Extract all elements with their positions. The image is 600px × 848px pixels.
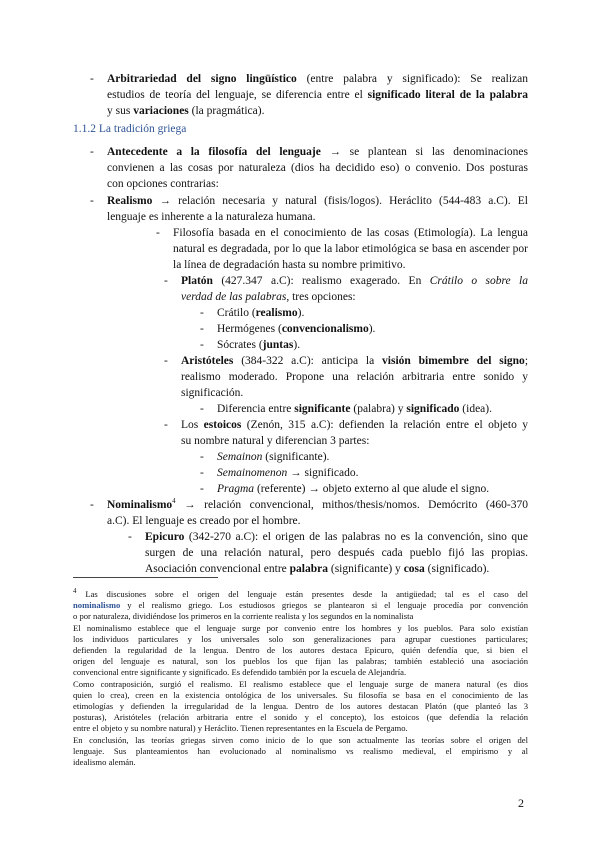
- platon-option-socrates: Sócrates (juntas).: [217, 339, 301, 351]
- footnote-p4-line: En conclusión, las teorías griegas sirven como inicio de lo que son actualmente las teorías sobre el origen del: [73, 734, 528, 745]
- filosofia-line2: natural es degradada, por lo que la labor etimológica se basa en ascender por: [173, 243, 528, 255]
- list-dash: -: [200, 451, 204, 463]
- estoicos-line1: Los estoicos (Zenón, 315 a.C): defienden la relación entre el objeto y: [181, 419, 528, 431]
- footnote-p3-line: entre el objeto y su nombre natural) y Heráclito. Tienen representantes en la Escuela de Pergamo.: [73, 723, 408, 734]
- estoicos-part-semainomenon: Semainomenon → significado.: [217, 467, 359, 479]
- list-dash: -: [200, 307, 204, 319]
- footnote-p3-line: Como contraposición, surgió el realismo. El realismo establece que el lenguaje surge de manera natural (es dios: [73, 678, 528, 689]
- footnote-p2-line: los individuos particulares y los universales solo son generalizaciones para agrupar cuestiones particulares;: [73, 633, 528, 644]
- platon-line2: verdad de las palabras, tres opciones:: [181, 291, 356, 303]
- footnote-p3-line: posturas), Aristóteles (relación arbitraria entre el sonido y el concepto), los estoicos (que defendía la relación: [73, 712, 528, 723]
- arbitrariedad-line2: estudios de teoría del lenguaje, se diferencia entre el significado literal de la palabra: [107, 89, 528, 101]
- aristoteles-sub: Diferencia entre significante (palabra) y significado (idea).: [217, 403, 492, 415]
- footnote-p2-line: origen del lenguaje es natural, son los pueblos los que fijan las palabras; también estableció una asociación: [73, 656, 528, 667]
- list-dash: -: [200, 323, 204, 335]
- epicuro-line2: surgen de una relación natural, pero después cada pueblo fijó las propias.: [145, 547, 528, 559]
- estoicos-part-semainon: Semainon (significante).: [217, 451, 330, 463]
- page-number: 2: [518, 796, 524, 810]
- list-dash: -: [164, 355, 168, 367]
- filosofia-line1: Filosofía basada en el conocimiento de las cosas (Etimología). La lengua: [173, 227, 528, 239]
- antecedente-line2: convienen a las cosas por naturaleza (dios ha decidido eso) o convenio. Dos posturas: [107, 162, 528, 174]
- antecedente-line3: con opciones contrarias:: [107, 178, 219, 190]
- list-dash: -: [128, 531, 132, 543]
- arbitrariedad-line1: Arbitrariedad del signo lingüístico (entre palabra y significado): Se realizan: [107, 73, 528, 85]
- epicuro-line1: Epicuro (342-270 a.C): el origen de las palabras no es la convención, sino que: [145, 531, 528, 543]
- footnote-p4-line: lenguaje. Sus planteamientos han evolucionado al nominalismo vs realismo medieval, el empirismo y al: [73, 745, 528, 756]
- footnote-p4-line: idealismo alemán.: [73, 757, 136, 768]
- footnote-p1-line1: $^4$ Las discusiones sobre el origen del lenguaje están presentes desde la antigüedad; tal es el caso del: [73, 587, 529, 599]
- list-dash: -: [200, 483, 204, 495]
- footnote-p2-line: defienden la regularidad de la lengua. Dentro de los autores destaca Epicuro, quién defendía que, si bien el: [73, 645, 528, 656]
- nominalismo-line2: a.C). El lenguaje es creado por el hombre.: [107, 515, 301, 527]
- list-dash: -: [164, 275, 168, 287]
- realismo-line2: lenguaje es inherente a la naturaleza humana.: [107, 211, 316, 223]
- footnote-ref[interactable]: 4: [172, 497, 176, 506]
- list-dash: -: [200, 339, 204, 351]
- footnote-p3-line: etimologías y defienden la irregularidad de la lengua. Dentro de los autores destacan Platón (que planteó las 3: [73, 701, 528, 712]
- nominalismo-link[interactable]: nominalismo: [73, 600, 121, 611]
- list-dash: -: [200, 467, 204, 479]
- list-dash: -: [90, 195, 94, 207]
- list-dash: -: [156, 227, 160, 239]
- footnote-p2-line: El nominalismo establece que el lenguaje surge por convenio entre los hombres y los pueblos. Para solo existían: [73, 622, 528, 633]
- list-dash: -: [200, 403, 204, 415]
- aristoteles-line1: Aristóteles (384-322 a.C): anticipa la visión bimembre del signo;: [181, 355, 529, 367]
- footnote-p2-line: convencional entre significante y significado. Es defendido también por la escuela de Alejandría.: [73, 667, 407, 678]
- aristoteles-line2: realismo moderado. Propone una relación arbitraria entre sonido y: [181, 371, 528, 383]
- estoicos-part-pragma: Pragma (referente) → objeto externo al que alude el signo.: [217, 483, 490, 495]
- list-dash: -: [164, 419, 168, 431]
- platon-line1: Platón (427.347 a.C): realismo exagerado. En Crátilo o sobre la: [181, 275, 528, 287]
- list-dash: -: [90, 146, 94, 158]
- realismo-line1: Realismo → relación necesaria y natural (fisis/logos). Heráclito (544-483 a.C). El: [107, 195, 528, 207]
- epicuro-line3: Asociación convencional entre palabra (significante) y cosa (significado).: [145, 563, 490, 575]
- antecedente-line1: Antecedente a la filosofía del lenguaje → se plantean si las denominaciones: [107, 146, 528, 158]
- footnote: [73, 589, 528, 768]
- estoicos-line2: su nombre natural y diferencian 3 partes:: [181, 435, 370, 447]
- arbitrariedad-line3: y sus variaciones (la pragmática).: [107, 105, 265, 117]
- filosofia-line3: la línea de degradación hasta su nombre primitivo.: [173, 259, 406, 271]
- footnote-p1-line3: o por naturaleza, dividiéndose los primeros en la corriente realista y los segundos en la nominalista: [73, 611, 414, 622]
- aristoteles-line3: significación.: [181, 387, 244, 399]
- footnote-separator: [73, 577, 218, 578]
- footnote-p1-line2: nominalismo y el realismo griego. Los estudiosos griegos se plantearon si el lenguaje procedía por convención: [73, 600, 528, 611]
- nominalismo-line1: Nominalismo$^4$ → relación convencional, mithos/thesis/nomos. Demócrito (460-370: [107, 497, 528, 511]
- list-dash: -: [90, 73, 94, 85]
- list-dash: -: [90, 499, 94, 511]
- platon-option-cratilo: Crátilo (realismo).: [217, 307, 305, 319]
- platon-option-hermogenes: Hermógenes (convencionalismo).: [217, 323, 376, 335]
- footnote-p3-line: quien lo crea), creen en la existencia ontológica de los universales. Su filosofía se basa en el conocimiento de las: [73, 689, 528, 700]
- section-heading: 1.1.2 La tradición griega: [73, 123, 187, 135]
